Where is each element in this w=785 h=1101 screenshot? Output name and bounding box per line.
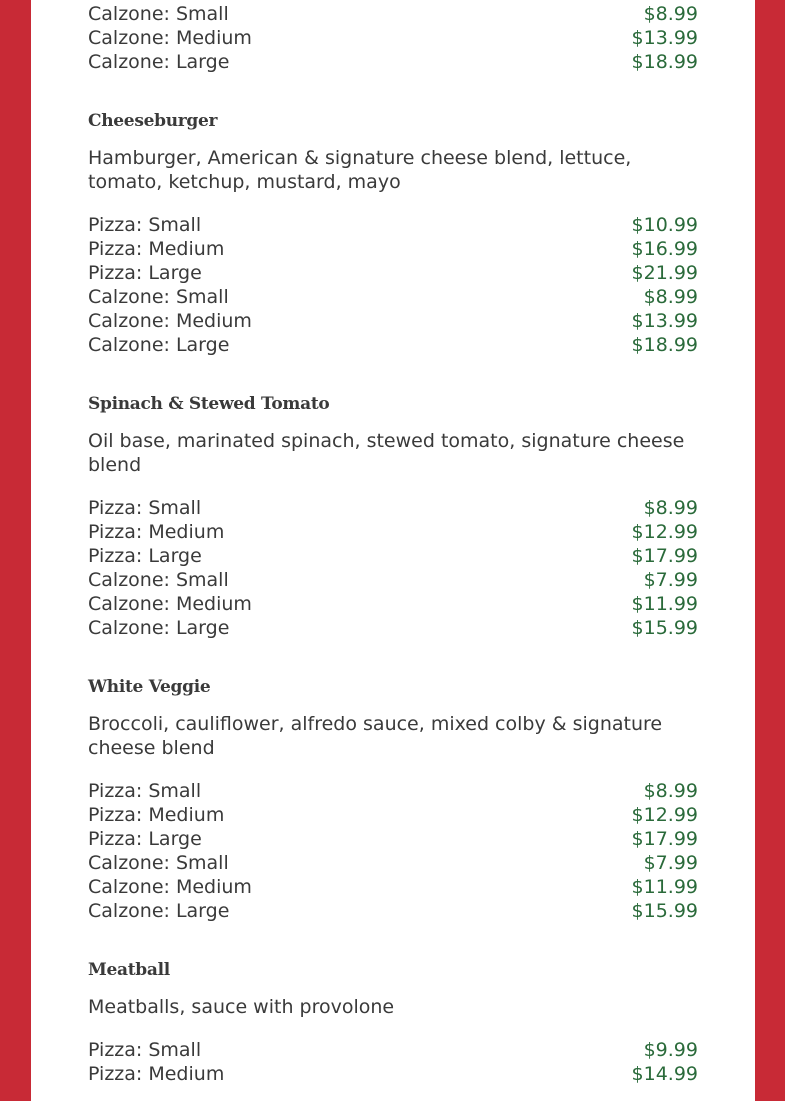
size-label: Calzone: Medium: [88, 27, 252, 49]
price-value: $13.99: [631, 310, 698, 332]
size-label: Pizza: Medium: [88, 804, 225, 826]
menu-item: [88, 109, 698, 357]
size-label: Calzone: Medium: [88, 876, 252, 898]
size-label: Calzone: Medium: [88, 593, 252, 615]
price-row: [88, 50, 698, 74]
menu-item: [88, 958, 698, 1086]
item-description: Broccoli, cauliflower, alfredo sauce, mixed colby & signature cheese blend: [88, 713, 663, 759]
price-value: $13.99: [631, 27, 698, 49]
price-list: [88, 496, 698, 640]
price-value: $18.99: [631, 334, 698, 356]
menu-item: [88, 392, 698, 640]
size-label: Pizza: Large: [88, 545, 202, 567]
menu-content: [88, 0, 698, 1086]
price-row: [88, 592, 698, 616]
size-label: Pizza: Small: [88, 1039, 202, 1061]
size-label: Pizza: Small: [88, 780, 202, 802]
size-label: Calzone: Large: [88, 900, 230, 922]
price-value: $9.99: [643, 1039, 698, 1061]
price-row: [88, 261, 698, 285]
price-row: [88, 899, 698, 923]
size-label: Calzone: Medium: [88, 310, 252, 332]
price-row: [88, 333, 698, 357]
price-row: [88, 851, 698, 875]
price-row: [88, 827, 698, 851]
menu-item: [88, 675, 698, 923]
price-row: [88, 496, 698, 520]
price-value: $8.99: [643, 780, 698, 802]
price-row: [88, 616, 698, 640]
price-value: $8.99: [643, 497, 698, 519]
price-row: [88, 568, 698, 592]
size-label: Calzone: Small: [88, 286, 229, 308]
price-row: [88, 2, 698, 26]
size-label: Calzone: Large: [88, 334, 230, 356]
item-name: White Veggie: [88, 677, 211, 697]
size-label: Calzone: Small: [88, 569, 229, 591]
price-value: $14.99: [631, 1063, 698, 1085]
item-description: Oil base, marinated spinach, stewed tomato, signature cheese blend: [88, 430, 685, 476]
item-description: Meatballs, sauce with provolone: [88, 996, 395, 1018]
price-value: $8.99: [643, 286, 698, 308]
price-row: [88, 309, 698, 333]
size-label: Pizza: Large: [88, 828, 202, 850]
price-list: [88, 0, 698, 74]
size-label: Pizza: Large: [88, 262, 202, 284]
price-value: $17.99: [631, 828, 698, 850]
price-row: [88, 1038, 698, 1062]
price-row: [88, 875, 698, 899]
price-row: [88, 520, 698, 544]
price-row: [88, 285, 698, 309]
price-value: $7.99: [643, 569, 698, 591]
price-value: $15.99: [631, 617, 698, 639]
price-value: $17.99: [631, 545, 698, 567]
price-list: [88, 213, 698, 357]
size-label: Calzone: Small: [88, 852, 229, 874]
price-row: [88, 803, 698, 827]
price-row: [88, 237, 698, 261]
price-list: [88, 1038, 698, 1086]
price-list: [88, 779, 698, 923]
size-label: Calzone: Large: [88, 617, 230, 639]
size-label: Calzone: Small: [88, 3, 229, 25]
price-value: $8.99: [643, 3, 698, 25]
price-value: $18.99: [631, 51, 698, 73]
size-label: Pizza: Medium: [88, 238, 225, 260]
price-row: [88, 26, 698, 50]
size-label: Pizza: Medium: [88, 521, 225, 543]
price-value: $11.99: [631, 876, 698, 898]
price-row: [88, 544, 698, 568]
price-value: $15.99: [631, 900, 698, 922]
price-row: [88, 779, 698, 803]
price-row: [88, 1062, 698, 1086]
price-row: [88, 213, 698, 237]
size-label: Pizza: Small: [88, 497, 202, 519]
menu-panel: [31, 0, 755, 1101]
item-name: Cheeseburger: [88, 111, 218, 131]
price-value: $10.99: [631, 214, 698, 236]
price-value: $12.99: [631, 521, 698, 543]
price-value: $11.99: [631, 593, 698, 615]
item-description: Hamburger, American & signature cheese blend, lettuce, tomato, ketchup, mustard, mayo: [88, 147, 632, 193]
size-label: Calzone: Large: [88, 51, 230, 73]
size-label: Pizza: Small: [88, 214, 202, 236]
price-value: $16.99: [631, 238, 698, 260]
price-value: $12.99: [631, 804, 698, 826]
price-value: $21.99: [631, 262, 698, 284]
size-label: Pizza: Medium: [88, 1063, 225, 1085]
item-name: Meatball: [88, 960, 170, 980]
price-value: $7.99: [643, 852, 698, 874]
item-name: Spinach & Stewed Tomato: [88, 394, 330, 414]
